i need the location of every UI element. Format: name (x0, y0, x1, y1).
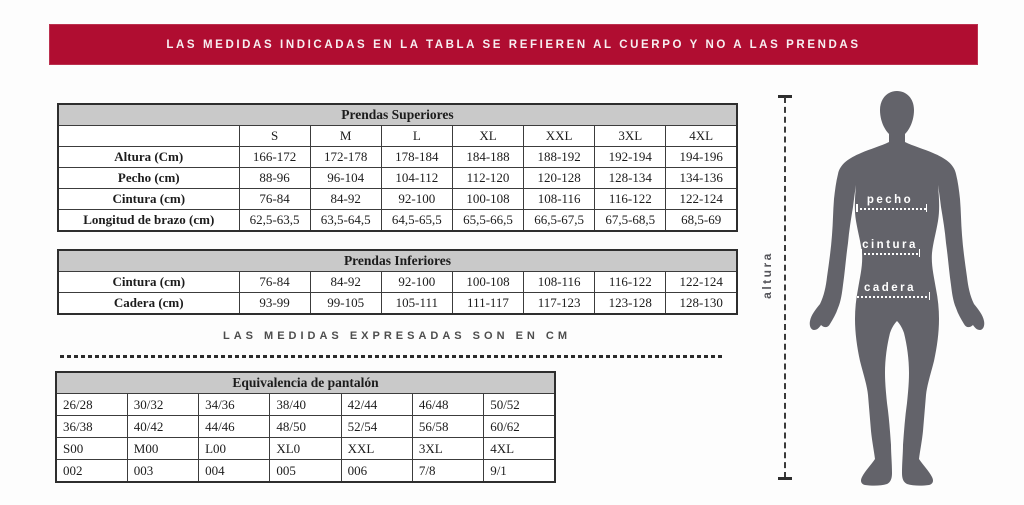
table-row (58, 168, 737, 189)
value-cell: 66,5-67,5 (524, 210, 595, 232)
measure-tick (919, 249, 921, 257)
value-cell: 30/32 (127, 394, 198, 416)
value-cell: 188-192 (524, 147, 595, 168)
measure-tick (860, 249, 862, 257)
value-cell: 111-117 (452, 293, 523, 315)
size-header-cell: M (310, 126, 381, 147)
measure-tick (853, 292, 855, 300)
value-cell: 3XL (412, 438, 483, 460)
value-cell: 62,5-63,5 (239, 210, 310, 232)
value-cell: 63,5-64,5 (310, 210, 381, 232)
value-cell: 006 (341, 460, 412, 483)
value-cell: 178-184 (381, 147, 452, 168)
value-cell: 123-128 (595, 293, 666, 315)
measure-tick (856, 204, 858, 212)
empty-corner-cell (58, 126, 239, 147)
row-label-cell: Pecho (cm) (58, 168, 239, 189)
table-row (56, 416, 555, 438)
row-label-cell: Altura (Cm) (58, 147, 239, 168)
value-cell: 48/50 (270, 416, 341, 438)
value-cell: M00 (127, 438, 198, 460)
size-header-cell: 3XL (595, 126, 666, 147)
row-label-cell: Cintura (cm) (58, 272, 239, 293)
value-cell: 65,5-66,5 (452, 210, 523, 232)
body-measurement-figure (760, 88, 1024, 500)
pants-equivalence-table (55, 371, 556, 483)
value-cell: 76-84 (239, 272, 310, 293)
value-cell: 7/8 (412, 460, 483, 483)
value-cell: 004 (199, 460, 270, 483)
value-cell: 122-124 (666, 189, 737, 210)
value-cell: 93-99 (239, 293, 310, 315)
value-cell: 92-100 (381, 189, 452, 210)
value-cell: 003 (127, 460, 198, 483)
value-cell: 56/58 (412, 416, 483, 438)
table-row (58, 293, 737, 315)
value-cell: 002 (56, 460, 127, 483)
value-cell: 117-123 (524, 293, 595, 315)
row-label-cell: Cadera (cm) (58, 293, 239, 315)
value-cell: 99-105 (310, 293, 381, 315)
table-title-row (58, 104, 737, 126)
row-label-cell: Longitud de brazo (cm) (58, 210, 239, 232)
chest-label: pecho (866, 194, 914, 206)
value-cell: 38/40 (270, 394, 341, 416)
value-cell: 84-92 (310, 272, 381, 293)
table-row (58, 272, 737, 293)
height-dashed-line (784, 97, 786, 478)
table-row (56, 438, 555, 460)
value-cell: 100-108 (452, 272, 523, 293)
value-cell: 116-122 (595, 272, 666, 293)
value-cell: 166-172 (239, 147, 310, 168)
value-cell: 194-196 (666, 147, 737, 168)
value-cell: 128-134 (595, 168, 666, 189)
table-row (58, 210, 737, 232)
value-cell: 52/54 (341, 416, 412, 438)
value-cell: 64,5-65,5 (381, 210, 452, 232)
size-header-cell: XXL (524, 126, 595, 147)
value-cell: L00 (199, 438, 270, 460)
value-cell: 67,5-68,5 (595, 210, 666, 232)
lower-garments-table (57, 249, 738, 315)
value-cell: 96-104 (310, 168, 381, 189)
dotted-separator (60, 355, 722, 358)
units-caption: LAS MEDIDAS EXPRESADAS SON EN CM (222, 330, 572, 342)
value-cell: 42/44 (341, 394, 412, 416)
table-title: Prendas Inferiores (58, 250, 737, 272)
row-label-cell: Cintura (cm) (58, 189, 239, 210)
value-cell: 128-130 (666, 293, 737, 315)
size-header-cell: S (239, 126, 310, 147)
value-cell: 105-111 (381, 293, 452, 315)
value-cell: 4XL (484, 438, 555, 460)
value-cell: 108-116 (524, 272, 595, 293)
table-row (58, 189, 737, 210)
value-cell: 104-112 (381, 168, 452, 189)
table-title-row (56, 372, 555, 394)
value-cell: 44/46 (199, 416, 270, 438)
value-cell: 116-122 (595, 189, 666, 210)
value-cell: 68,5-69 (666, 210, 737, 232)
value-cell: 88-96 (239, 168, 310, 189)
disclaimer-banner-text: LAS MEDIDAS INDICADAS EN LA TABLA SE REFIEREN AL CUERPO Y NO A LAS PRENDAS (166, 38, 861, 51)
value-cell: 184-188 (452, 147, 523, 168)
value-cell: XL0 (270, 438, 341, 460)
value-cell: 120-128 (524, 168, 595, 189)
size-header-row (58, 126, 737, 147)
value-cell: XXL (341, 438, 412, 460)
measure-tick (929, 292, 931, 300)
value-cell: 92-100 (381, 272, 452, 293)
value-cell: 26/28 (56, 394, 127, 416)
size-header-cell: XL (452, 126, 523, 147)
value-cell: 005 (270, 460, 341, 483)
table-row (58, 147, 737, 168)
value-cell: 40/42 (127, 416, 198, 438)
value-cell: 134-136 (666, 168, 737, 189)
value-cell: 9/1 (484, 460, 555, 483)
value-cell: 172-178 (310, 147, 381, 168)
measure-tick (926, 204, 928, 212)
value-cell: 34/36 (199, 394, 270, 416)
upper-garments-table (57, 103, 738, 232)
table-row (56, 460, 555, 483)
value-cell: 76-84 (239, 189, 310, 210)
size-header-cell: 4XL (666, 126, 737, 147)
value-cell: 60/62 (484, 416, 555, 438)
table-title: Equivalencia de pantalón (56, 372, 555, 394)
table-title-row (58, 250, 737, 272)
value-cell: S00 (56, 438, 127, 460)
value-cell: 36/38 (56, 416, 127, 438)
height-label: altura (760, 251, 774, 299)
value-cell: 50/52 (484, 394, 555, 416)
chest-measure-line (856, 208, 927, 210)
table-row (56, 394, 555, 416)
size-header-cell: L (381, 126, 452, 147)
hip-measure-line (853, 296, 930, 298)
value-cell: 100-108 (452, 189, 523, 210)
value-cell: 192-194 (595, 147, 666, 168)
hip-label: cadera (863, 282, 917, 294)
value-cell: 112-120 (452, 168, 523, 189)
height-line-bottom-cap (778, 477, 792, 480)
value-cell: 46/48 (412, 394, 483, 416)
disclaimer-banner (49, 24, 978, 65)
value-cell: 108-116 (524, 189, 595, 210)
value-cell: 122-124 (666, 272, 737, 293)
table-title: Prendas Superiores (58, 104, 737, 126)
waist-label: cintura (862, 239, 918, 251)
waist-measure-line (860, 253, 920, 255)
value-cell: 84-92 (310, 189, 381, 210)
